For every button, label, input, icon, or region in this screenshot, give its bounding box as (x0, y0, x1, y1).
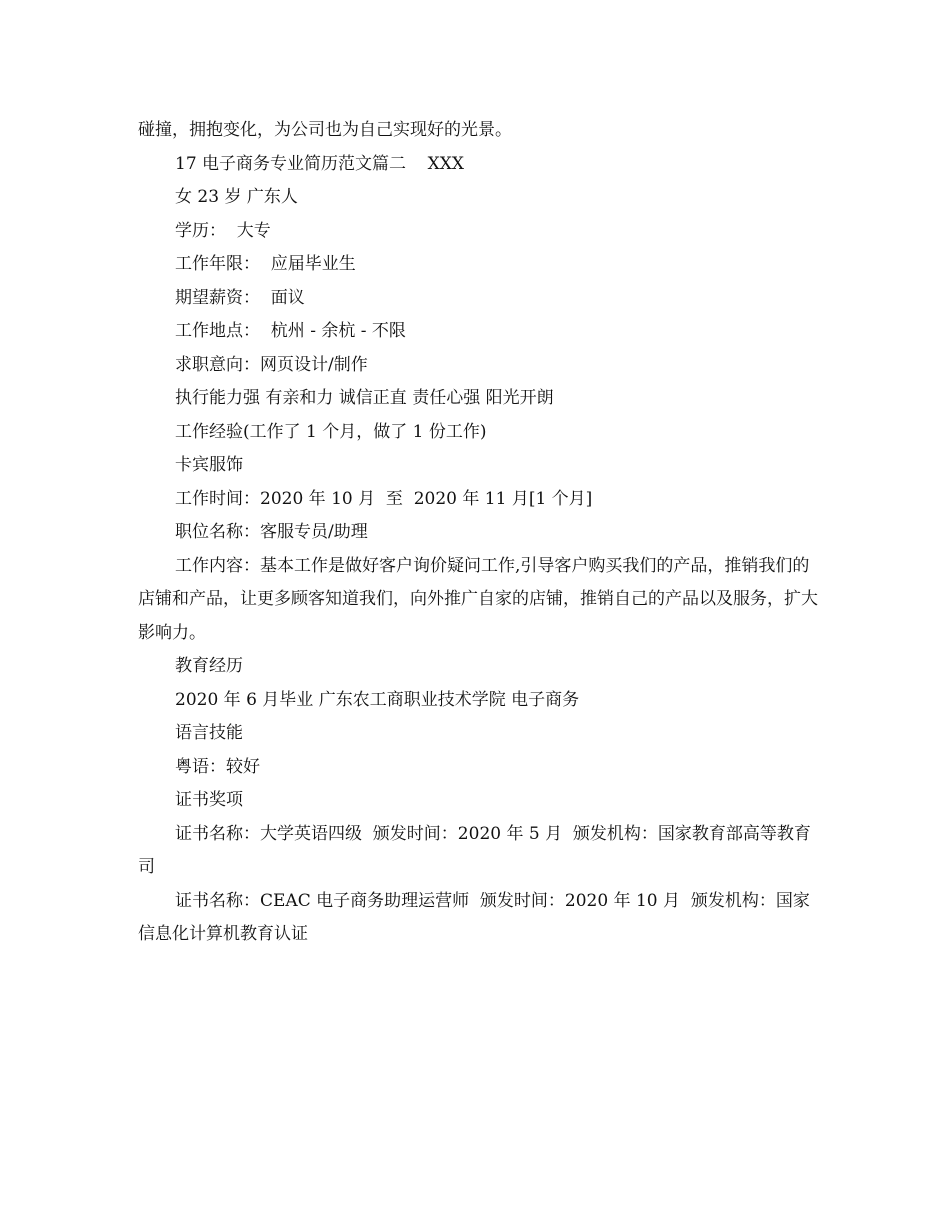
work-years: 工作年限： 应届毕业生 (175, 254, 356, 274)
position-title: 职位名称：客服专员/助理 (175, 522, 368, 542)
certificates-heading: 证书奖项 (175, 790, 243, 810)
personal-traits: 执行能力强 有亲和力 诚信正直 责任心强 阳光开朗 (175, 388, 554, 408)
language-entry: 粤语：较好 (175, 756, 260, 777)
work-period: 工作时间：2020 年 10 月 至 2020 年 11 月[1 个月] (175, 488, 593, 509)
certificate-entry: 证书名称：大学英语四级 颁发时间：2020 年 5 月 颁发机构：国家教育部高等教育司 (138, 823, 811, 877)
work-experience-heading: 工作经验(工作了 1 个月，做了 1 份工作) (175, 421, 487, 442)
expected-salary: 期望薪资： 面议 (175, 287, 305, 308)
education-level: 学历： 大专 (175, 220, 271, 241)
education-heading: 教育经历 (175, 656, 243, 676)
personal-info: 女 23 岁 广东人 (175, 187, 298, 207)
company-name: 卡宾服饰 (175, 455, 243, 475)
language-heading: 语言技能 (175, 723, 243, 743)
job-intention: 求职意向：网页设计/制作 (175, 354, 368, 375)
paragraph-continuation: 碰撞，拥抱变化，为公司也为自己实现好的光景。 (138, 120, 512, 140)
resume-title: 17 电子商务专业简历范文篇二 XXX (175, 153, 464, 174)
education-entry: 2020 年 6 月毕业 广东农工商职业技术学院 电子商务 (175, 689, 580, 710)
work-content: 工作内容：基本工作是做好客户询价疑问工作,引导客户购买我们的产品，推销我们的店铺和产品，让更多顾客知道我们，向外推广自家的店铺，推销自己的产品以及服务，扩大影响力。 (138, 555, 818, 643)
work-location: 工作地点： 杭州 - 余杭 - 不限 (175, 321, 406, 341)
document-body (138, 114, 818, 952)
certificate-entry: 证书名称：CEAC 电子商务助理运营师 颁发时间：2020 年 10 月 颁发机构：国家信息化计算机教育认证 (138, 890, 810, 944)
